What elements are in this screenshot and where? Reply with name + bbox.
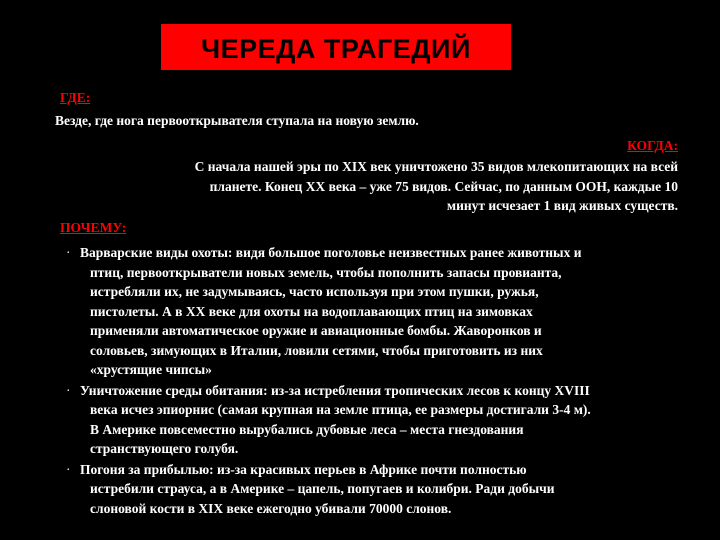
when-line: минут исчезает 1 вид живых существ.: [446, 198, 678, 213]
bullet-line: Уничтожение среды обитания: из-за истребления тропических лесов к концу XVIII: [80, 382, 590, 398]
bullet-dot-icon: ·: [66, 461, 71, 477]
bullet-line: Варварские виды охоты: видя большое поголовье неизвестных ранее животных и: [80, 245, 582, 260]
why-bullet-profit: [52, 460, 692, 519]
why-label: ПОЧЕМУ:: [60, 220, 127, 235]
bullet-line: «хрустящие чипсы»: [90, 362, 212, 377]
bullet-line: В Америке повсеместно вырубались дубовые леса – места гнездования: [90, 421, 524, 437]
when-label: КОГДА:: [627, 138, 678, 153]
bullet-line: истребили страуса, а в Америке – цапель, попугаев и колибри. Ради добычи: [90, 481, 555, 496]
when-line: С начала нашей эры по XIX век уничтожено 35 видов млекопитающих на всей: [194, 159, 678, 174]
bullet-line: птиц, первооткрыватели новых земель, чтобы пополнить запасы провианта,: [90, 264, 562, 280]
bullet-line: слоновой кости в XIX веке ежегодно убивали 70000 слонов.: [90, 500, 452, 516]
where-text: Везде, где нога первооткрывателя ступала на новую землю.: [55, 113, 419, 128]
bullet-line: истребляли их, не задумываясь, часто используя при этом пушки, ружья,: [90, 284, 539, 299]
when-text: [92, 157, 678, 216]
bullet-line: века исчез эпиорнис (самая крупная на земле птица, ее размеры достигали 3-4 м).: [90, 402, 591, 417]
slide-title: ЧЕРЕДА ТРАГЕДИЙ: [201, 34, 471, 64]
why-bullet-hunting: [52, 243, 692, 380]
when-line: планете. Конец XX века – уже 75 видов. Сейчас, по данным ООН, каждые 10: [209, 178, 678, 194]
why-bullet-list: [52, 243, 692, 519]
bullet-line: странствующего голубя.: [90, 441, 239, 456]
bullet-dot-icon: ·: [66, 382, 71, 398]
bullet-line: Погоня за прибылью: из-за красивых перьев в Африке почти полностью: [80, 461, 527, 477]
title-box: [161, 24, 511, 70]
where-label: ГДЕ:: [60, 90, 91, 105]
bullet-line: пистолеты. А в XX веке для охоты на водоплавающих птиц на зимовках: [90, 303, 533, 319]
bullet-line: применяли автоматическое оружие и авиационные бомбы. Жаворонков и: [90, 323, 542, 338]
bullet-line: соловьев, зимующих в Италии, ловили сетями, чтобы приготовить из них: [90, 342, 543, 358]
why-bullet-habitat: [52, 381, 692, 459]
bullet-dot-icon: ·: [66, 245, 71, 260]
